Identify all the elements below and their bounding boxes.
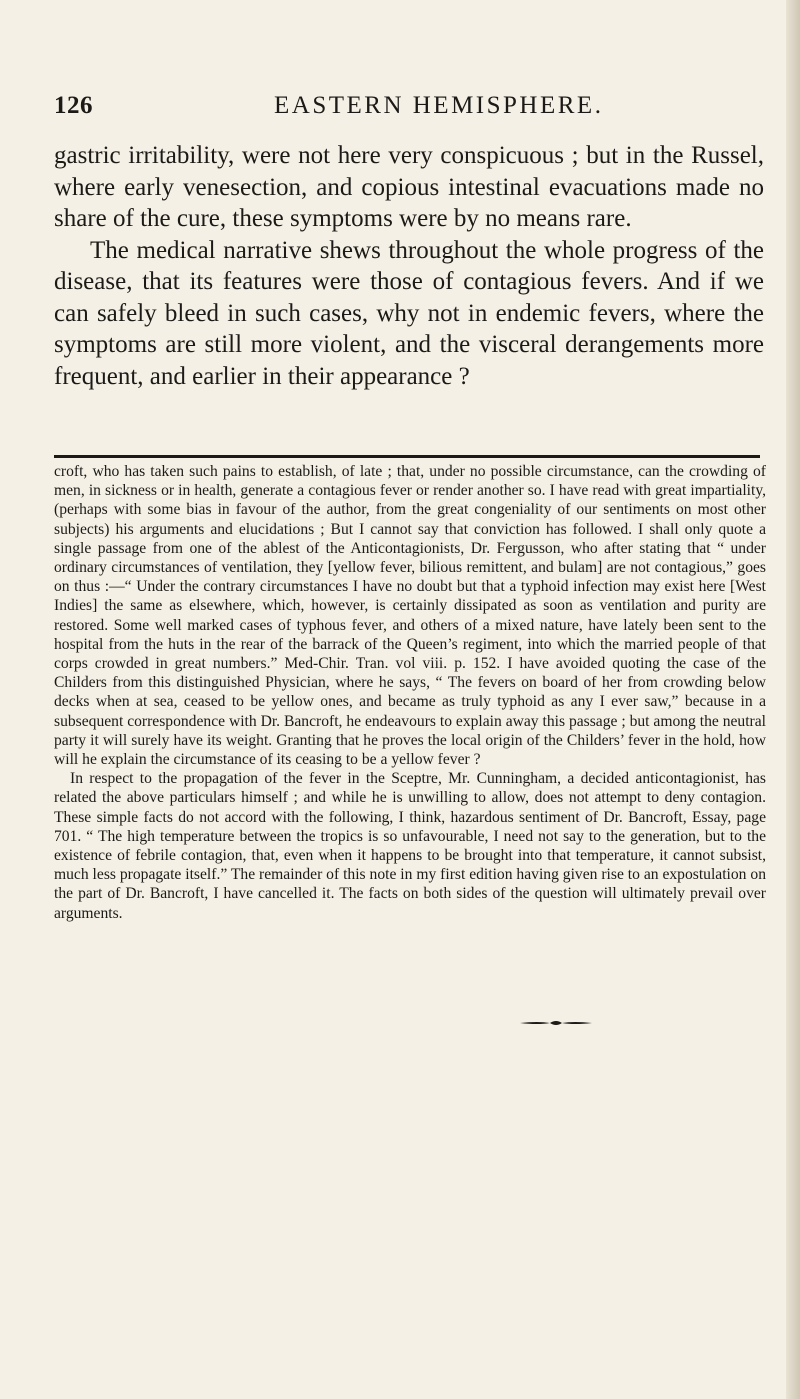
page-edge-shadow [786, 0, 800, 1399]
running-head: EASTERN HEMISPHERE. [274, 92, 604, 119]
page-header [54, 92, 770, 126]
main-paragraph-2: The medical narrative shews throughout the whole progress of the disease, that its features were those of contagious fevers. And if we can safely bleed in such cases, why not in endemic fevers, where the symptoms are still more violent, and the visceral derangements more frequent, and earlier in their appearance ? [54, 236, 764, 390]
footnote-paragraph-1: croft, who has taken such pains to establish, of late ; that, under no possible circumstance, can the crowding of men, in sickness or in health, generate a contagious fever or render another so. I have read with great impartiality, (perhaps with some bias in favour of the author, from the great congeniality of our sentiments on most other subjects) his arguments and elucidations ; But I cannot say that conviction has followed. I shall only quote a single passage from one of the ablest of the Anticontagionists, Dr. Fergusson, who after stating that “ under ordinary circumstances of ventilation, they [yellow fever, bilious remittent, and bulam] are not contagious,” goes on thus :—“ Under the contrary circumstances I have no doubt but that a typhoid infection may exist here [West Indies] the same as elsewhere, which, however, is certainly dissipated as soon as ventilation and purity are restored. Some well marked cases of typhous fever, and others of a mixed nature, have lately been sent to the hospital from the huts in the rear of the barrack of the Queen’s regiment, into which the married people of that corps crowded in great numbers.” Med-Chir. Tran. vol viii. p. 152. I have avoided quoting the case of the Childers from this distinguished Physician, where he says, “ The fevers on board of her from crowding below decks when at sea, ceased to be yellow ones, and became as truly typhoid as any I ever saw,” because in a subsequent correspondence with Dr. Bancroft, he endeavours to explain away this passage ; but among the neutral party it will surely have its weight. Granting that he proves the local origin of the Childers’ fever in the hold, how will he explain the circumstance of its ceasing to be a yellow fever ? [54, 463, 766, 769]
main-text [54, 140, 764, 392]
footnote [54, 462, 766, 923]
main-paragraph-1: gastric irritability, were not here very conspicuous ; but in the Russel, where early venesection, and copious intestinal evacuations made no share of the cure, these symptoms were by no means rare. [54, 142, 764, 232]
footnote-paragraph-2: In respect to the propagation of the fever in the Sceptre, Mr. Cunningham, a decided anticontagionist, has related the above particulars himself ; and while he is unwilling to allow, does not attempt to deny contagion. These simple facts do not accord with the following, I think, hazardous sentiment of Dr. Bancroft, Essay, page 701. “ The high temperature between the tropics is so unfavourable, I need not say to the generation, but to the existence of febrile contagion, that, even when it happens to be brought into that temperature, it cannot subsist, much less propagate itself.” The remainder of this note in my first edition having given rise to an expostulation on the part of Dr. Bancroft, I have cancelled it. The facts on both sides of the question will ultimately prevail over arguments. [54, 770, 766, 922]
footnote-rule [54, 455, 760, 458]
end-ornament [520, 1018, 592, 1028]
page-number: 126 [54, 92, 93, 119]
